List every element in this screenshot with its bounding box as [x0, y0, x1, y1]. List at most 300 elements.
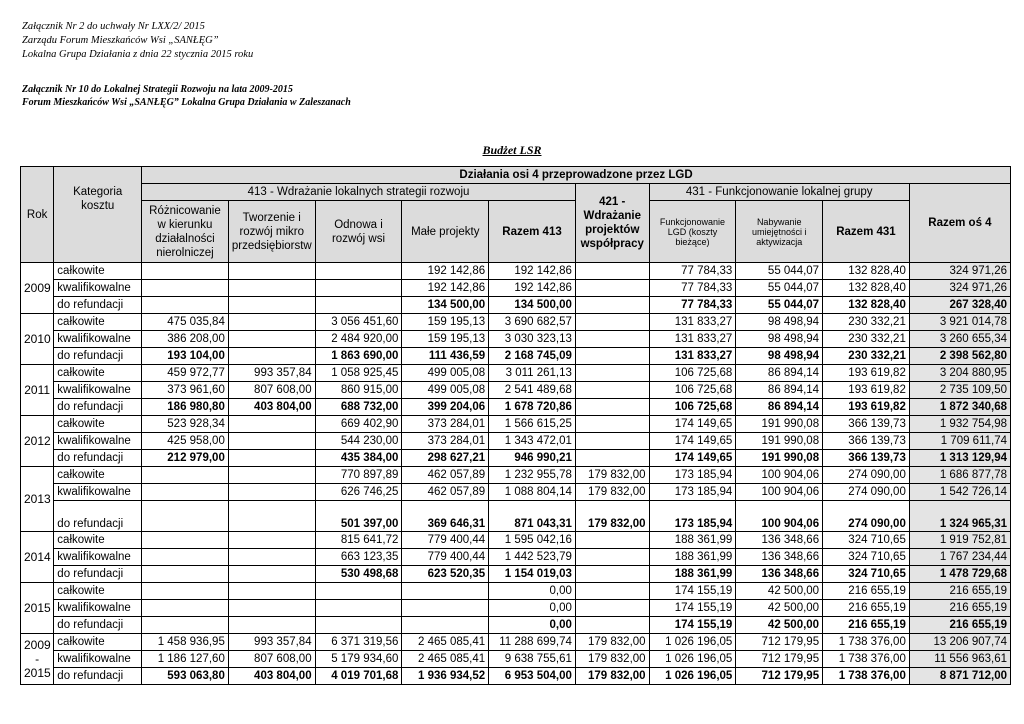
value-cell: 159 195,13: [402, 331, 489, 348]
value-cell: 42 500,00: [736, 583, 823, 600]
value-cell: [228, 314, 315, 331]
value-cell: 1 458 936,95: [142, 634, 229, 651]
table-row: [21, 532, 1011, 549]
value-cell: 132 828,40: [823, 280, 910, 297]
value-cell: 1 088 804,14: [489, 484, 576, 501]
value-cell: 179 832,00: [575, 501, 649, 532]
value-cell: 807 608,00: [228, 382, 315, 399]
value-cell: 98 498,94: [736, 331, 823, 348]
value-cell: 0,00: [489, 583, 576, 600]
value-cell: 179 832,00: [575, 467, 649, 484]
value-cell: [575, 450, 649, 467]
table-row: [21, 484, 1011, 501]
value-cell: [402, 617, 489, 634]
value-cell: 403 804,00: [228, 399, 315, 416]
value-cell: [142, 280, 229, 297]
value-cell: 1 058 925,45: [315, 365, 402, 382]
table-row: [21, 600, 1011, 617]
value-cell: 3 204 880,95: [909, 365, 1010, 382]
category-cell: kwalifikowalne: [54, 331, 142, 348]
category-cell: kwalifikowalne: [54, 382, 142, 399]
table-row: [21, 399, 1011, 416]
value-cell: 0,00: [489, 600, 576, 617]
value-cell: 179 832,00: [575, 651, 649, 668]
value-cell: 1 442 523,79: [489, 549, 576, 566]
value-cell: 193 619,82: [823, 382, 910, 399]
value-cell: 191 990,08: [736, 450, 823, 467]
value-cell: 230 332,21: [823, 331, 910, 348]
year-part: 2009: [24, 638, 51, 652]
category-cell: kwalifikowalne: [54, 600, 142, 617]
table-row: [21, 365, 1011, 382]
value-cell: 1 566 615,25: [489, 416, 576, 433]
value-cell: 131 833,27: [649, 348, 736, 365]
value-cell: 3 260 655,34: [909, 331, 1010, 348]
table-row: [21, 651, 1011, 668]
value-cell: [402, 583, 489, 600]
value-cell: [575, 583, 649, 600]
value-cell: 216 655,19: [909, 583, 1010, 600]
value-cell: 369 646,31: [402, 501, 489, 532]
category-cell: całkowite: [54, 583, 142, 600]
value-cell: [228, 433, 315, 450]
value-cell: 77 784,33: [649, 263, 736, 280]
value-cell: 55 044,07: [736, 263, 823, 280]
annex-line-1: Załącznik Nr 2 do uchwały Nr LXX/2/ 2015: [22, 21, 205, 32]
value-cell: 399 204,06: [402, 399, 489, 416]
value-cell: 1 026 196,05: [649, 651, 736, 668]
value-cell: 688 732,00: [315, 399, 402, 416]
page-title: Budżet LSR: [482, 143, 542, 157]
value-cell: 42 500,00: [736, 617, 823, 634]
value-cell: [142, 263, 229, 280]
value-cell: 77 784,33: [649, 297, 736, 314]
value-cell: 1 872 340,68: [909, 399, 1010, 416]
value-cell: 188 361,99: [649, 566, 736, 583]
value-cell: 86 894,14: [736, 365, 823, 382]
value-cell: 191 990,08: [736, 433, 823, 450]
value-cell: 216 655,19: [909, 617, 1010, 634]
category-cell: kwalifikowalne: [54, 651, 142, 668]
value-cell: 1 686 877,78: [909, 467, 1010, 484]
value-cell: 366 139,73: [823, 450, 910, 467]
header-tworzenie: Tworzenie i rozwój mikro przedsiębiorstw: [228, 201, 315, 263]
value-cell: 1 154 019,03: [489, 566, 576, 583]
value-cell: [228, 532, 315, 549]
value-cell: 159 195,13: [402, 314, 489, 331]
category-cell: całkowite: [54, 314, 142, 331]
table-row: [21, 617, 1011, 634]
value-cell: 174 149,65: [649, 433, 736, 450]
value-cell: 623 520,35: [402, 566, 489, 583]
value-cell: 373 961,60: [142, 382, 229, 399]
value-cell: 324 710,65: [823, 566, 910, 583]
value-cell: [575, 263, 649, 280]
value-cell: 373 284,01: [402, 416, 489, 433]
value-cell: [228, 297, 315, 314]
value-cell: 216 655,19: [909, 600, 1010, 617]
value-cell: 6 953 504,00: [489, 668, 576, 685]
value-cell: [315, 297, 402, 314]
value-cell: 86 894,14: [736, 399, 823, 416]
value-cell: 132 828,40: [823, 297, 910, 314]
value-cell: 86 894,14: [736, 382, 823, 399]
value-cell: 1 709 611,74: [909, 433, 1010, 450]
value-cell: [315, 617, 402, 634]
value-cell: [315, 280, 402, 297]
value-cell: [575, 617, 649, 634]
value-cell: [142, 467, 229, 484]
category-cell: całkowite: [54, 416, 142, 433]
value-cell: [575, 314, 649, 331]
year-cell: 2013: [21, 467, 54, 532]
value-cell: 174 149,65: [649, 450, 736, 467]
header-odnowa: Odnowa i rozwój wsi: [315, 201, 402, 263]
value-cell: 131 833,27: [649, 331, 736, 348]
value-cell: [142, 297, 229, 314]
value-cell: 179 832,00: [575, 668, 649, 685]
value-cell: [142, 617, 229, 634]
value-cell: [228, 416, 315, 433]
value-cell: 499 005,08: [402, 382, 489, 399]
value-cell: 3 030 323,13: [489, 331, 576, 348]
value-cell: 770 897,89: [315, 467, 402, 484]
value-cell: [575, 549, 649, 566]
table-row: [21, 450, 1011, 467]
year-part: -: [35, 652, 40, 666]
value-cell: [575, 331, 649, 348]
value-cell: 1 343 472,01: [489, 433, 576, 450]
value-cell: 134 500,00: [489, 297, 576, 314]
value-cell: 1 026 196,05: [649, 668, 736, 685]
table-row: [21, 566, 1011, 583]
value-cell: 2 735 109,50: [909, 382, 1010, 399]
value-cell: [228, 501, 315, 532]
category-cell: całkowite: [54, 634, 142, 651]
value-cell: 100 904,06: [736, 501, 823, 532]
table-row: [21, 297, 1011, 314]
category-cell: do refundacji: [54, 668, 142, 685]
header-roznicowanie: Różnicowanie w kierunku działalności nierolniczej: [142, 201, 229, 263]
value-cell: [575, 365, 649, 382]
value-cell: 3 011 261,13: [489, 365, 576, 382]
header-axis4: Działania osi 4 przeprowadzone przez LGD: [142, 167, 1011, 184]
value-cell: [228, 331, 315, 348]
value-cell: [228, 263, 315, 280]
value-cell: [228, 583, 315, 600]
year-cell: 2009: [21, 263, 54, 314]
year-cell: 2014: [21, 532, 54, 583]
value-cell: 131 833,27: [649, 314, 736, 331]
table-row: [21, 634, 1011, 651]
category-cell: kwalifikowalne: [54, 484, 142, 501]
value-cell: [142, 583, 229, 600]
header-male-projekty: Małe projekty: [402, 201, 489, 263]
value-cell: [142, 600, 229, 617]
table-row: [21, 331, 1011, 348]
value-cell: 2 484 920,00: [315, 331, 402, 348]
table-row: [21, 280, 1011, 297]
value-cell: 111 436,59: [402, 348, 489, 365]
value-cell: [228, 280, 315, 297]
value-cell: 2 541 489,68: [489, 382, 576, 399]
value-cell: [575, 399, 649, 416]
header-rok: Rok: [21, 167, 54, 263]
category-cell: do refundacji: [54, 566, 142, 583]
value-cell: 192 142,86: [402, 280, 489, 297]
value-cell: [575, 566, 649, 583]
value-cell: 1 767 234,44: [909, 549, 1010, 566]
value-cell: 712 179,95: [736, 651, 823, 668]
category-cell: całkowite: [54, 365, 142, 382]
table-row: [21, 263, 1011, 280]
value-cell: 544 230,00: [315, 433, 402, 450]
category-cell: kwalifikowalne: [54, 280, 142, 297]
table-row: [21, 348, 1011, 365]
value-cell: [142, 484, 229, 501]
value-cell: 779 400,44: [402, 532, 489, 549]
value-cell: [228, 484, 315, 501]
value-cell: [575, 280, 649, 297]
value-cell: 274 090,00: [823, 467, 910, 484]
header-funkcjonowanie: Funkcjonowanie LGD (koszty bieżące): [649, 201, 736, 263]
category-cell: do refundacji: [54, 450, 142, 467]
value-cell: 298 627,21: [402, 450, 489, 467]
table-row: [21, 416, 1011, 433]
value-cell: 2 465 085,41: [402, 651, 489, 668]
header-group-413: 413 - Wdrażanie lokalnych strategii rozwoju: [142, 184, 576, 201]
value-cell: 179 832,00: [575, 634, 649, 651]
value-cell: 993 357,84: [228, 634, 315, 651]
value-cell: 663 123,35: [315, 549, 402, 566]
table-row: [21, 501, 1011, 532]
value-cell: [575, 297, 649, 314]
value-cell: 366 139,73: [823, 416, 910, 433]
category-cell: do refundacji: [54, 617, 142, 634]
value-cell: 174 155,19: [649, 600, 736, 617]
category-cell: kwalifikowalne: [54, 549, 142, 566]
value-cell: 1 313 129,94: [909, 450, 1010, 467]
value-cell: 501 397,00: [315, 501, 402, 532]
value-cell: 136 348,66: [736, 566, 823, 583]
table-row: [21, 549, 1011, 566]
value-cell: [228, 600, 315, 617]
value-cell: 13 206 907,74: [909, 634, 1010, 651]
value-cell: 324 710,65: [823, 532, 910, 549]
value-cell: 173 185,94: [649, 484, 736, 501]
value-cell: 807 608,00: [228, 651, 315, 668]
value-cell: 993 357,84: [228, 365, 315, 382]
value-cell: 193 619,82: [823, 365, 910, 382]
value-cell: 1 932 754,98: [909, 416, 1010, 433]
value-cell: 523 928,34: [142, 416, 229, 433]
value-cell: 626 746,25: [315, 484, 402, 501]
table-row: [21, 382, 1011, 399]
value-cell: 136 348,66: [736, 532, 823, 549]
value-cell: 192 142,86: [402, 263, 489, 280]
value-cell: 386 208,00: [142, 331, 229, 348]
value-cell: 216 655,19: [823, 583, 910, 600]
value-cell: 274 090,00: [823, 501, 910, 532]
value-cell: [315, 263, 402, 280]
value-cell: 1 936 934,52: [402, 668, 489, 685]
value-cell: [142, 501, 229, 532]
value-cell: [575, 382, 649, 399]
value-cell: [575, 532, 649, 549]
value-cell: 712 179,95: [736, 634, 823, 651]
value-cell: [228, 348, 315, 365]
value-cell: [228, 549, 315, 566]
value-cell: 106 725,68: [649, 365, 736, 382]
value-cell: 230 332,21: [823, 314, 910, 331]
value-cell: 192 142,86: [489, 263, 576, 280]
value-cell: 946 990,21: [489, 450, 576, 467]
header-421: 421 - Wdrażanie projektów współpracy: [575, 184, 649, 263]
year-cell: [21, 634, 54, 685]
year-cell: 2010: [21, 314, 54, 365]
value-cell: [402, 600, 489, 617]
value-cell: 55 044,07: [736, 297, 823, 314]
value-cell: [575, 600, 649, 617]
value-cell: 871 043,31: [489, 501, 576, 532]
value-cell: [228, 566, 315, 583]
value-cell: 1 324 965,31: [909, 501, 1010, 532]
value-cell: [575, 416, 649, 433]
value-cell: 186 980,80: [142, 399, 229, 416]
value-cell: 3 921 014,78: [909, 314, 1010, 331]
table-row: [21, 583, 1011, 600]
value-cell: 55 044,07: [736, 280, 823, 297]
header-group-431: 431 - Funkcjonowanie lokalnej grupy: [649, 184, 909, 201]
budget-table: [20, 166, 1011, 685]
value-cell: 98 498,94: [736, 348, 823, 365]
value-cell: [142, 566, 229, 583]
value-cell: 174 149,65: [649, 416, 736, 433]
category-cell: całkowite: [54, 467, 142, 484]
value-cell: [228, 617, 315, 634]
value-cell: 1 186 127,60: [142, 651, 229, 668]
value-cell: [315, 583, 402, 600]
value-cell: 1 232 955,78: [489, 467, 576, 484]
value-cell: 8 871 712,00: [909, 668, 1010, 685]
value-cell: 1 542 726,14: [909, 484, 1010, 501]
value-cell: 174 155,19: [649, 583, 736, 600]
value-cell: [142, 549, 229, 566]
value-cell: 173 185,94: [649, 501, 736, 532]
value-cell: 1 595 042,16: [489, 532, 576, 549]
table-row: [21, 433, 1011, 450]
category-cell: do refundacji: [54, 399, 142, 416]
value-cell: 9 638 755,61: [489, 651, 576, 668]
value-cell: [228, 467, 315, 484]
annex-line-2: Zarządu Forum Mieszkańców Wsi „SANŁĘG”: [22, 35, 219, 46]
value-cell: 136 348,66: [736, 549, 823, 566]
year-cell: 2015: [21, 583, 54, 634]
value-cell: 6 371 319,56: [315, 634, 402, 651]
value-cell: 179 832,00: [575, 484, 649, 501]
year-cell: 2012: [21, 416, 54, 467]
value-cell: 373 284,01: [402, 433, 489, 450]
value-cell: 462 057,89: [402, 467, 489, 484]
annex-line-3: Lokalna Grupa Działania z dnia 22 stycznia 2015 roku: [22, 49, 254, 60]
value-cell: 2 398 562,80: [909, 348, 1010, 365]
category-cell: do refundacji: [54, 348, 142, 365]
value-cell: 435 384,00: [315, 450, 402, 467]
value-cell: 779 400,44: [402, 549, 489, 566]
value-cell: 106 725,68: [649, 382, 736, 399]
value-cell: [575, 348, 649, 365]
year-cell: 2011: [21, 365, 54, 416]
value-cell: [575, 433, 649, 450]
category-cell: kwalifikowalne: [54, 433, 142, 450]
value-cell: 530 498,68: [315, 566, 402, 583]
value-cell: 403 804,00: [228, 668, 315, 685]
value-cell: 1 026 196,05: [649, 634, 736, 651]
value-cell: 5 179 934,60: [315, 651, 402, 668]
value-cell: 462 057,89: [402, 484, 489, 501]
value-cell: 11 288 699,74: [489, 634, 576, 651]
value-cell: 1 678 720,86: [489, 399, 576, 416]
value-cell: 593 063,80: [142, 668, 229, 685]
table-row: [21, 314, 1011, 331]
value-cell: 274 090,00: [823, 484, 910, 501]
value-cell: 188 361,99: [649, 532, 736, 549]
value-cell: 3 690 682,57: [489, 314, 576, 331]
value-cell: 42 500,00: [736, 600, 823, 617]
value-cell: 132 828,40: [823, 263, 910, 280]
value-cell: 134 500,00: [402, 297, 489, 314]
value-cell: 216 655,19: [823, 617, 910, 634]
value-cell: 98 498,94: [736, 314, 823, 331]
value-cell: 191 990,08: [736, 416, 823, 433]
annex-line-5: Forum Mieszkańców Wsi „SANŁĘG” Lokalna Grupa Działania w Zaleszanach: [22, 97, 351, 108]
value-cell: 1 738 376,00: [823, 634, 910, 651]
value-cell: 173 185,94: [649, 467, 736, 484]
value-cell: 499 005,08: [402, 365, 489, 382]
year-part: 2015: [24, 666, 51, 680]
annex-line-4: Załącznik Nr 10 do Lokalnej Strategii Rozwoju na lata 2009-2015: [22, 84, 293, 95]
category-cell: całkowite: [54, 532, 142, 549]
value-cell: 193 104,00: [142, 348, 229, 365]
value-cell: 212 979,00: [142, 450, 229, 467]
value-cell: 1 738 376,00: [823, 668, 910, 685]
value-cell: 1 863 690,00: [315, 348, 402, 365]
header-razem-431: Razem 431: [823, 201, 910, 263]
value-cell: 192 142,86: [489, 280, 576, 297]
value-cell: [142, 532, 229, 549]
value-cell: 4 019 701,68: [315, 668, 402, 685]
value-cell: 860 915,00: [315, 382, 402, 399]
value-cell: 324 971,26: [909, 263, 1010, 280]
header-razem-413: Razem 413: [489, 201, 576, 263]
value-cell: 366 139,73: [823, 433, 910, 450]
value-cell: 188 361,99: [649, 549, 736, 566]
value-cell: 1 738 376,00: [823, 651, 910, 668]
value-cell: 2 168 745,09: [489, 348, 576, 365]
value-cell: 324 710,65: [823, 549, 910, 566]
value-cell: 324 971,26: [909, 280, 1010, 297]
value-cell: 230 332,21: [823, 348, 910, 365]
value-cell: 100 904,06: [736, 484, 823, 501]
value-cell: 0,00: [489, 617, 576, 634]
header-nabywanie: Nabywanie umiejętności i aktywizacja: [736, 201, 823, 263]
value-cell: 712 179,95: [736, 668, 823, 685]
value-cell: 1 478 729,68: [909, 566, 1010, 583]
value-cell: [315, 600, 402, 617]
category-cell: do refundacji: [54, 501, 142, 532]
value-cell: 425 958,00: [142, 433, 229, 450]
table-row: [21, 668, 1011, 685]
